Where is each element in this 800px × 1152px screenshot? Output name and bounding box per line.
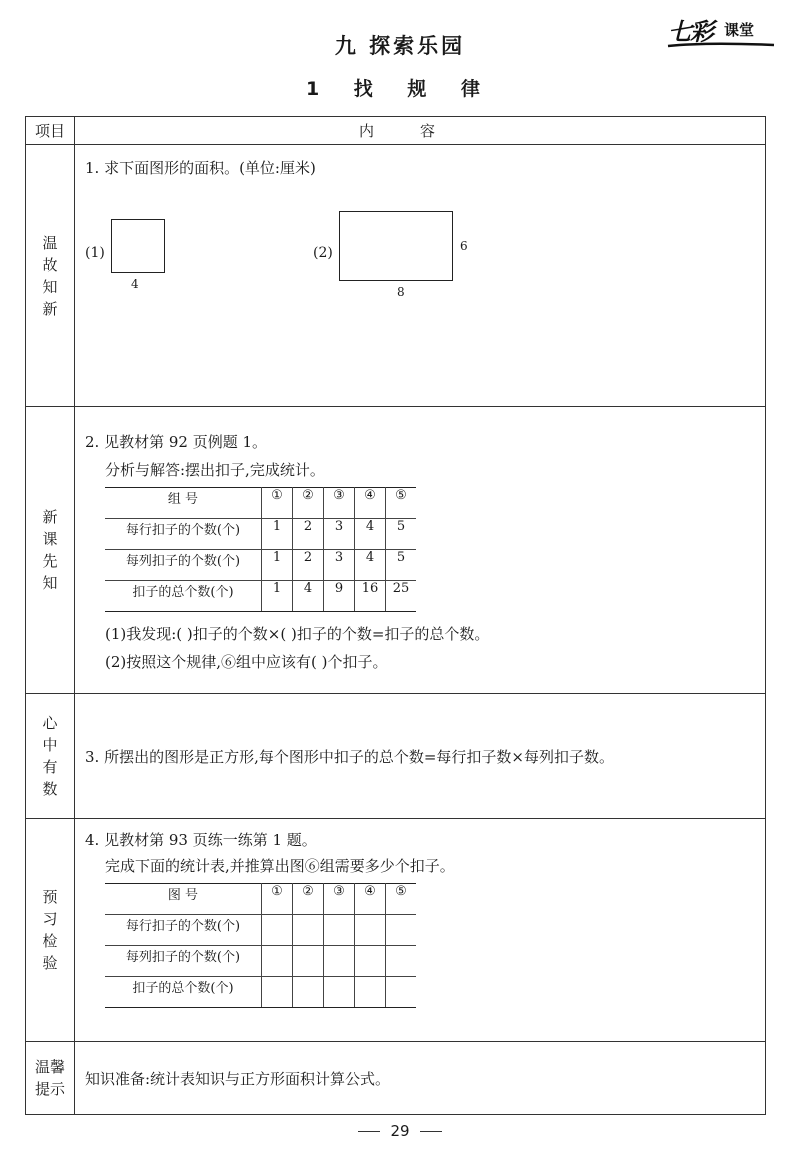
answer-cell[interactable] (386, 946, 417, 977)
figure1-label: (1) (85, 245, 105, 261)
table-cell: 5 (386, 550, 417, 581)
table-header-cell: 图 号 (105, 884, 262, 915)
table-header-cell: ② (293, 884, 324, 915)
table-cell: 每行扣子的个数(个) (105, 915, 262, 946)
summary-text: 3. 所摆出的图形是正方形,每个图形中扣子的总个数=每行扣子数×每列扣子数。 (85, 748, 614, 766)
table-cell: 每行扣子的个数(个) (105, 519, 262, 550)
figure2-width: 8 (397, 285, 405, 299)
brand-script: 七彩 (668, 17, 712, 46)
unit-title: 九 探索乐园 (334, 34, 466, 58)
question-1: 1. 求下面图形的面积。(单位:厘米) (85, 159, 316, 177)
table-header-cell: ③ (324, 488, 355, 519)
tip-text: 知识准备:统计表知识与正方形面积计算公式。 (85, 1070, 391, 1088)
question-2: 2. 见教材第 92 页例题 1。 (85, 433, 268, 451)
figure1-side: 4 (131, 277, 139, 291)
table-header-cell: ① (262, 488, 293, 519)
table-cell: 3 (324, 550, 355, 581)
table-cell: 1 (262, 581, 293, 612)
table-cell: 扣子的总个数(个) (105, 977, 262, 1008)
finding-1: (1)我发现:( )扣子的个数×( )扣子的个数=扣子的总个数。 (105, 625, 490, 643)
table-row (105, 946, 416, 977)
table-cell: 每列扣子的个数(个) (105, 946, 262, 977)
table-header-cell: ① (262, 884, 293, 915)
brand-word: 课堂 (724, 21, 755, 39)
table-cell: 4 (293, 581, 324, 612)
answer-cell[interactable] (262, 915, 293, 946)
finding-2: (2)按照这个规律,⑥组中应该有( )个扣子。 (105, 653, 388, 671)
figure2-height: 6 (460, 239, 468, 253)
table-header-cell: ⑤ (386, 488, 417, 519)
table-cell: 4 (355, 519, 386, 550)
answer-cell[interactable] (386, 915, 417, 946)
table-cell: 2 (293, 519, 324, 550)
table-row (105, 519, 416, 550)
section-review (75, 145, 766, 407)
footer-dash-left (358, 1131, 380, 1132)
table-cell: 4 (355, 550, 386, 581)
answer-cell[interactable] (355, 977, 386, 1008)
header-content: 内容 (75, 117, 766, 145)
figure2-label: (2) (313, 245, 333, 261)
table-cell: 25 (386, 581, 417, 612)
table-cell: 1 (262, 519, 293, 550)
section-mind (75, 694, 766, 819)
table-cell: 5 (386, 519, 417, 550)
section-label-preview: 新课先知 (26, 407, 75, 694)
table-header-row (105, 488, 416, 519)
table-row (105, 915, 416, 946)
footer-dash-right (420, 1131, 442, 1132)
answer-cell[interactable] (293, 977, 324, 1008)
answer-cell[interactable] (324, 946, 355, 977)
answer-cell[interactable] (262, 977, 293, 1008)
table-row (105, 977, 416, 1008)
lesson-title: 1 找 规 律 (305, 78, 495, 100)
section-label-mind: 心中有数 (26, 694, 75, 819)
table-row (105, 550, 416, 581)
table-cell: 每列扣子的个数(个) (105, 550, 262, 581)
table-header-cell: 组 号 (105, 488, 262, 519)
table-cell: 9 (324, 581, 355, 612)
table-cell: 1 (262, 550, 293, 581)
answer-cell[interactable] (293, 915, 324, 946)
question-4: 4. 见教材第 93 页练一练第 1 题。 (85, 831, 317, 849)
table-header-cell: ④ (355, 884, 386, 915)
button-stat-table (105, 487, 416, 612)
section-tip (75, 1042, 766, 1115)
table-header-cell: ④ (355, 488, 386, 519)
question-2-instruction: 分析与解答:摆出扣子,完成统计。 (105, 461, 325, 479)
page-footer (0, 1122, 800, 1140)
table-header-cell: ⑤ (386, 884, 417, 915)
figure2-rectangle (339, 211, 453, 281)
answer-cell[interactable] (324, 915, 355, 946)
table-header-cell: ② (293, 488, 324, 519)
answer-cell[interactable] (355, 946, 386, 977)
answer-cell[interactable] (386, 977, 417, 1008)
exercise-stat-table (105, 883, 416, 1008)
question-4-instruction: 完成下面的统计表,并推算出图⑥组需要多少个扣子。 (105, 857, 455, 875)
page-number: 29 (390, 1122, 410, 1140)
worksheet-table (25, 116, 766, 1115)
section-check (75, 819, 766, 1042)
table-header-row (105, 884, 416, 915)
table-cell: 3 (324, 519, 355, 550)
figure1-square (111, 219, 165, 273)
table-cell: 16 (355, 581, 386, 612)
table-cell: 2 (293, 550, 324, 581)
table-cell: 扣子的总个数(个) (105, 581, 262, 612)
section-preview (75, 407, 766, 694)
answer-cell[interactable] (324, 977, 355, 1008)
table-header-cell: ③ (324, 884, 355, 915)
section-label-review: 温故知新 (26, 145, 75, 407)
header-item: 项目 (26, 117, 75, 145)
section-label-check: 预习检验 (26, 819, 75, 1042)
answer-cell[interactable] (293, 946, 324, 977)
answer-cell[interactable] (355, 915, 386, 946)
answer-cell[interactable] (262, 946, 293, 977)
section-label-tip: 温馨提示 (26, 1042, 75, 1115)
table-row (105, 581, 416, 612)
